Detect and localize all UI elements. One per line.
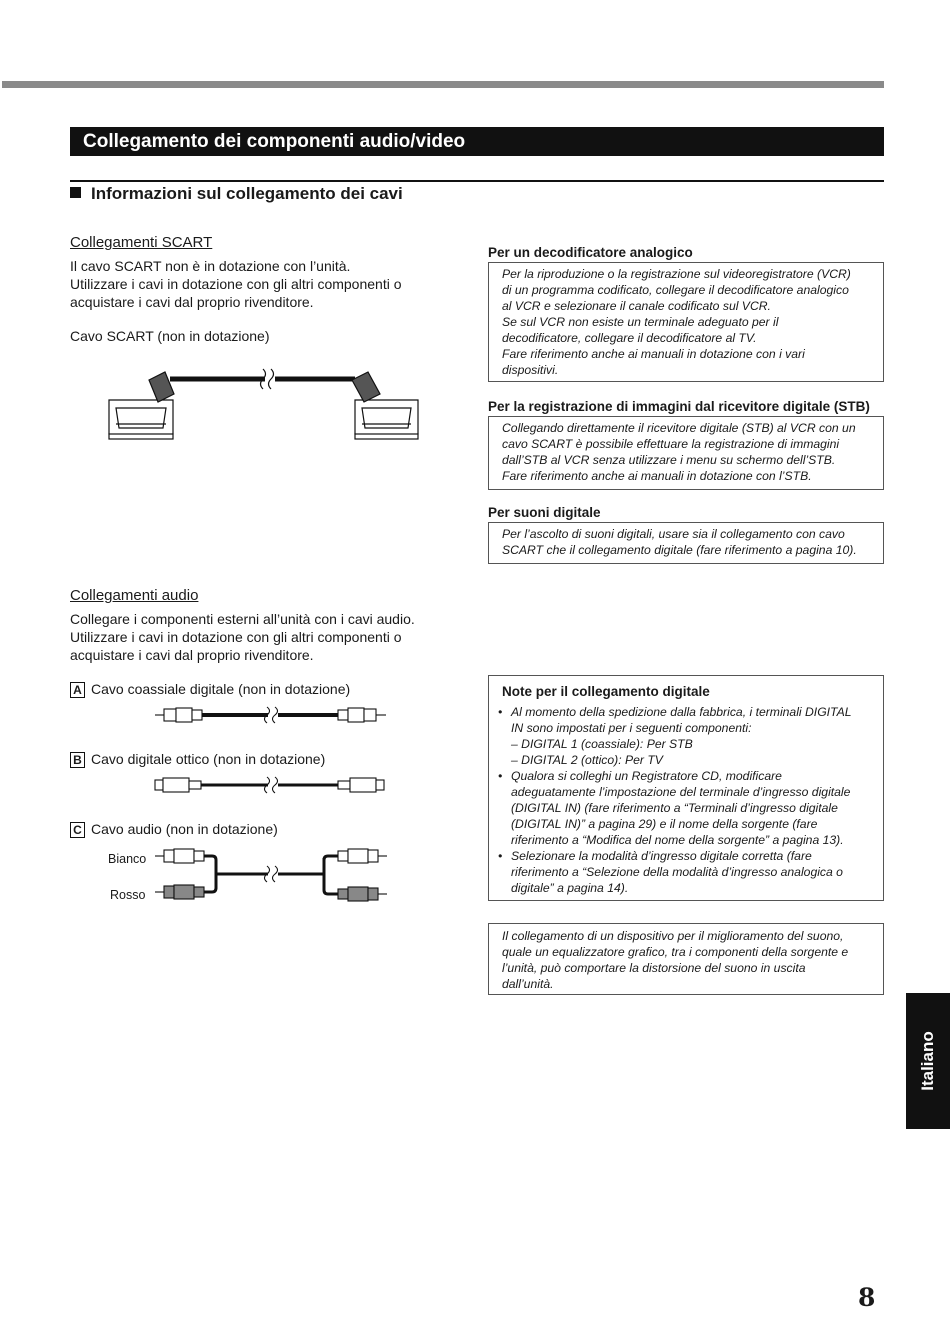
- bullet-icon: •: [498, 705, 503, 719]
- stb-line: cavo SCART è possibile effettuare la registrazione di immagini: [502, 437, 840, 451]
- letter-c-badge: C: [70, 822, 85, 838]
- warning-box: [488, 923, 884, 995]
- page-number: 8: [858, 1283, 876, 1312]
- top-rule: [2, 81, 884, 88]
- language-tab: [906, 993, 950, 1129]
- audio-line-1: Collegare i componenti esterni all’unità con i cavi audio.: [70, 611, 415, 627]
- note-item: [498, 704, 873, 768]
- cable-a-text: Cavo coassiale digitale (non in dotazione): [91, 681, 351, 697]
- stb-box: [488, 416, 884, 490]
- digital-notes-box: [488, 675, 884, 901]
- note-line: (DIGITAL IN) (fare riferimento a “Terminali d’ingresso digitale: [511, 801, 838, 815]
- cable-b-label: [70, 750, 325, 768]
- audio-line-2: Utilizzare i cavi in dotazione con gli altri componenti o: [70, 629, 402, 645]
- subsection-rule: [70, 180, 884, 182]
- cable-c-label: [70, 820, 278, 838]
- warning-line: dall’unità.: [502, 977, 554, 991]
- note-line: Selezionare la modalità d’ingresso digitale corretta (fare: [511, 849, 812, 863]
- analog-heading: Per un decodificatore analogico: [488, 245, 693, 260]
- letter-b-badge: B: [70, 752, 85, 768]
- notes-title: Note per il collegamento digitale: [502, 684, 710, 699]
- analog-line: Se sul VCR non esiste un terminale adeguato per il: [502, 315, 779, 329]
- section-title: Collegamento dei componenti audio/video: [70, 127, 884, 156]
- subsection-title: [70, 183, 403, 205]
- stb-line: Collegando direttamente il ricevitore digitale (STB) al VCR con un: [502, 421, 856, 435]
- warning-line: l’unità, può comportare la distorsione del suono in uscita: [502, 961, 806, 975]
- letter-a-badge: A: [70, 682, 85, 698]
- note-line: Qualora si colleghi un Registratore CD, modificare: [511, 769, 782, 783]
- digital-line: Per l’ascolto di suoni digitali, usare sia il collegamento con cavo: [502, 527, 845, 541]
- bullet-icon: •: [498, 769, 503, 783]
- notes-list: [498, 704, 873, 896]
- warning-line: quale un equalizzatore grafico, tra i componenti della sorgente e: [502, 945, 849, 959]
- scart-line-1: Il cavo SCART non è in dotazione con l’unità.: [70, 258, 351, 274]
- bullet-icon: •: [498, 849, 503, 863]
- note-line: riferimento a “Modifica del nome della sorgente” a pagina 13).: [511, 833, 844, 847]
- digital-heading: Per suoni digitale: [488, 505, 601, 520]
- optical-cable-illustration: [150, 774, 395, 796]
- plug-red-label: Rosso: [110, 888, 146, 902]
- note-line: Al momento della spedizione dalla fabbrica, i terminali DIGITAL: [511, 705, 852, 719]
- analog-line: Per la riproduzione o la registrazione sul videoregistratore (VCR): [502, 267, 851, 281]
- note-line: riferimento a “Selezione della modalità d’ingresso analogica o: [511, 865, 843, 879]
- note-item: [498, 768, 873, 848]
- scart-heading: Collegamenti SCART: [70, 234, 213, 251]
- scart-line-3: acquistare i cavi dal proprio rivenditore.: [70, 294, 314, 310]
- subsection-title-text: Informazioni sul collegamento dei cavi: [91, 184, 403, 203]
- audio-heading: Collegamenti audio: [70, 587, 199, 604]
- analog-line: di un programma codificato, collegare il decodificatore analogico: [502, 283, 849, 297]
- square-bullet-icon: [70, 187, 81, 198]
- coaxial-cable-illustration: [150, 704, 395, 726]
- scart-line-2: Utilizzare i cavi in dotazione con gli altri componenti o: [70, 276, 402, 292]
- note-line: (DIGITAL IN)” a pagina 29) e il nome della sorgente (fare: [511, 817, 818, 831]
- cable-c-text: Cavo audio (non in dotazione): [91, 821, 278, 837]
- scart-plug-left: [109, 372, 174, 439]
- cable-b-text: Cavo digitale ottico (non in dotazione): [91, 751, 326, 767]
- analog-line: decodificatore, collegare il decodificatore al TV.: [502, 331, 757, 345]
- audio-cable-illustration: [150, 844, 395, 908]
- cable-a-label: [70, 680, 350, 698]
- scart-cable-illustration: [100, 362, 430, 446]
- note-line: adeguatamente l’impostazione del terminale d’ingresso digitale: [511, 785, 851, 799]
- note-item: [498, 848, 873, 896]
- note-subline: – DIGITAL 2 (ottico): Per TV: [511, 753, 663, 767]
- stb-line: dall’STB al VCR senza utilizzare i menu su schermo dell’STB.: [502, 453, 836, 467]
- audio-line-3: acquistare i cavi dal proprio rivenditore.: [70, 647, 314, 663]
- scart-cable-label: Cavo SCART (non in dotazione): [70, 328, 270, 344]
- analog-line: Fare riferimento anche ai manuali in dotazione con i vari: [502, 347, 805, 361]
- stb-line: Fare riferimento anche ai manuali in dotazione con l’STB.: [502, 469, 812, 483]
- note-line: digitale” a pagina 14).: [511, 881, 629, 895]
- language-tab-label: Italiano: [918, 1031, 937, 1091]
- scart-intro: [70, 257, 470, 311]
- warning-line: Il collegamento di un dispositivo per il miglioramento del suono,: [502, 929, 844, 943]
- digital-box: [488, 522, 884, 564]
- analog-box: [488, 262, 884, 382]
- note-subline: – DIGITAL 1 (coassiale): Per STB: [511, 737, 693, 751]
- digital-line: SCART che il collegamento digitale (fare riferimento a pagina 10).: [502, 543, 857, 557]
- plug-white-label: Bianco: [108, 852, 147, 866]
- scart-plug-right: [352, 372, 418, 439]
- note-line: IN sono impostati per i seguenti componenti:: [511, 721, 752, 735]
- audio-intro: [70, 610, 480, 664]
- analog-line: al VCR e selezionare il canale codificato sul VCR.: [502, 299, 771, 313]
- stb-heading: Per la registrazione di immagini dal ricevitore digitale (STB): [488, 399, 870, 414]
- analog-line: dispositivi.: [502, 363, 559, 377]
